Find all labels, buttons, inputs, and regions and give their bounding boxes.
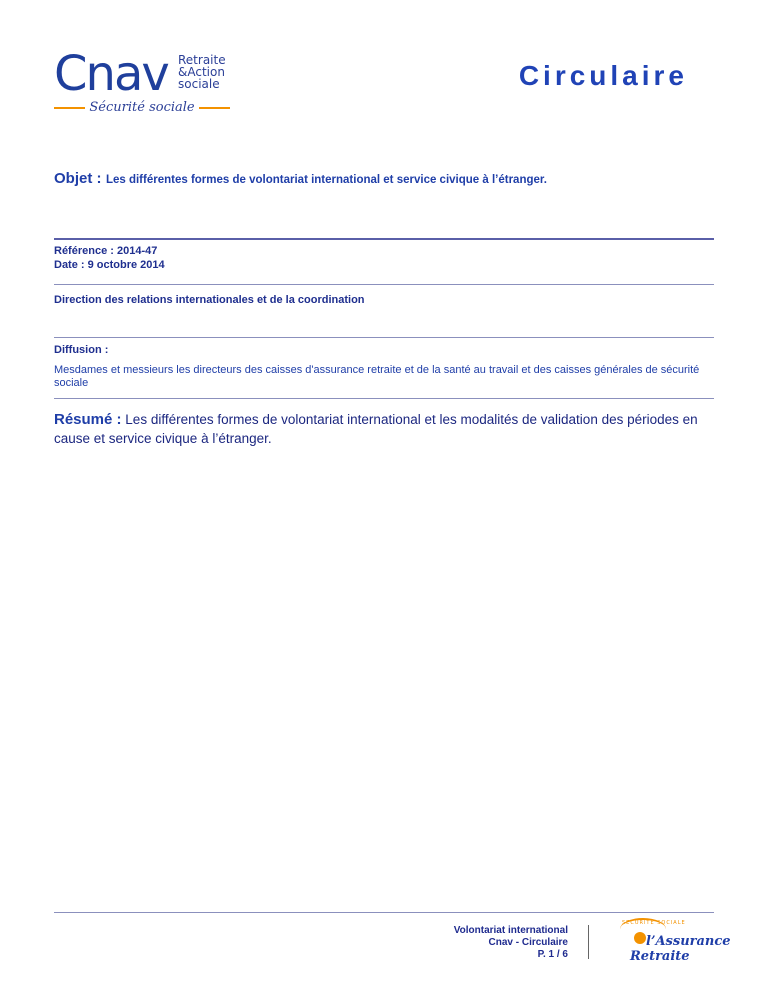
- logo-subtitle-text: Sécurité sociale: [89, 100, 195, 115]
- footer-subtitle: Cnav - Circulaire: [488, 937, 568, 948]
- divider: [54, 398, 714, 399]
- divider: [54, 284, 714, 285]
- logo-subtitle: [54, 100, 230, 115]
- logo-tag-line-1: Retraite: [178, 53, 226, 67]
- logo-name-line-2: Retraite: [630, 949, 690, 964]
- logo-name-line-1: l’Assurance: [646, 934, 731, 949]
- summary-text: Les différentes formes de volontariat international et les modalités de validation des périodes en cause et service civique à l’étranger.: [54, 412, 698, 446]
- reference-number: Référence : 2014-47: [54, 245, 158, 257]
- direction-text: Direction des relations internationales et de la coordination: [54, 294, 365, 306]
- logo-figure-icon: [634, 932, 646, 944]
- document-type-title: Circulaire: [518, 60, 688, 91]
- footer-info: [454, 925, 568, 961]
- logo-tag-line-3: sociale: [178, 77, 220, 91]
- logo-orange-bar-left: [54, 107, 85, 109]
- subject-label: Objet :: [54, 170, 102, 187]
- footer-divider: [54, 912, 714, 913]
- footer-vertical-divider: [588, 925, 589, 959]
- divider: [54, 337, 714, 338]
- assurance-retraite-logo: [600, 918, 731, 966]
- diffusion-label: Diffusion :: [54, 344, 109, 356]
- logo-tagline: [178, 54, 226, 90]
- reference-block: [54, 244, 165, 272]
- logo-tag-line-2: &Action: [178, 65, 225, 79]
- divider: [54, 238, 714, 240]
- summary-block: [54, 410, 718, 448]
- diffusion-text: Mesdames et messieurs les directeurs des caisses d'assurance retraite et de la santé au travail et des caisses générales de sécurité sociale: [54, 364, 700, 389]
- cnav-logo: [54, 46, 234, 115]
- logo-orange-bar-right: [199, 107, 230, 109]
- reference-date: Date : 9 octobre 2014: [54, 259, 165, 271]
- subject-line: [54, 170, 714, 188]
- footer-title: Volontariat international: [453, 925, 568, 936]
- summary-label: Résumé :: [54, 411, 122, 428]
- page-number: P. 1 / 6: [537, 949, 568, 960]
- logo-main-text: Cnav: [54, 46, 168, 102]
- subject-text: Les différentes formes de volontariat international et service civique à l’étranger.: [105, 174, 547, 186]
- logo-arc-text: SECURITE SOCIALE: [622, 920, 686, 926]
